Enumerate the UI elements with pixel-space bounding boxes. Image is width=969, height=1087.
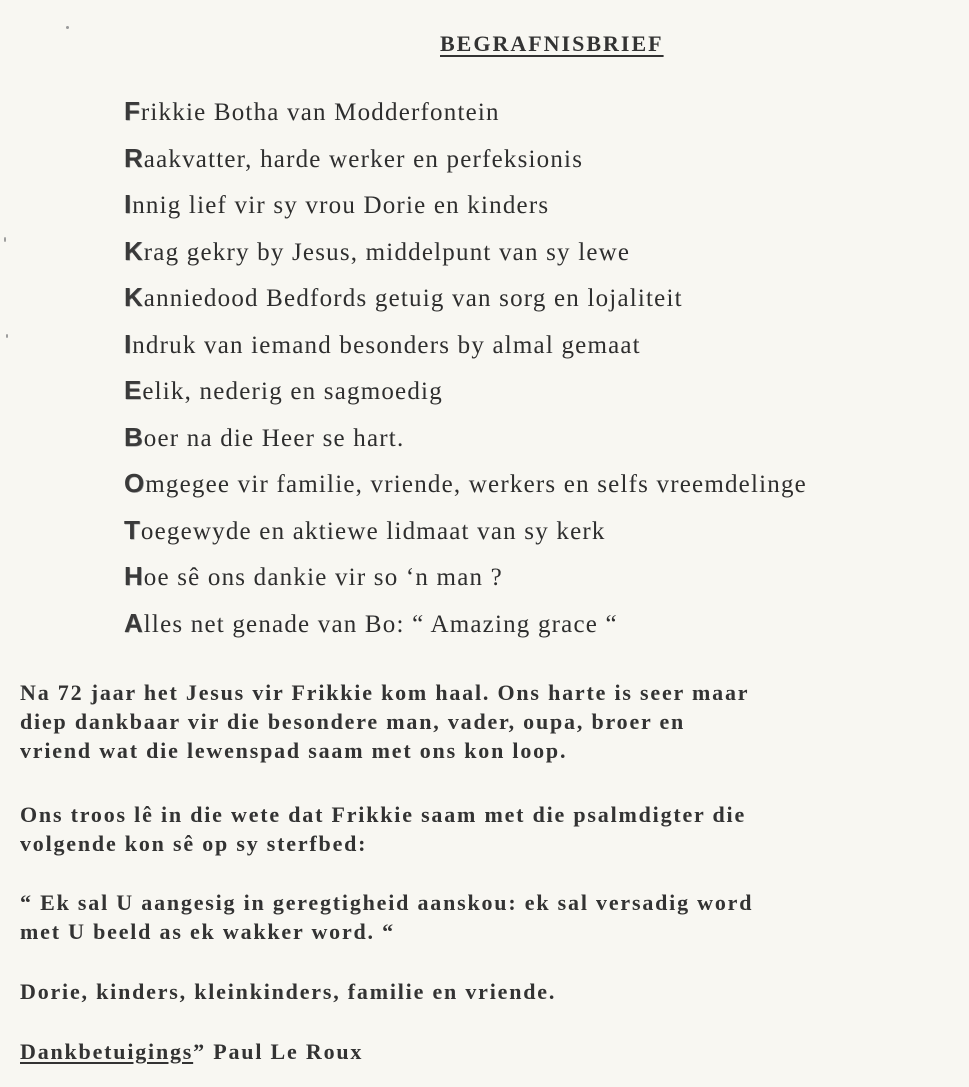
- acrostic-initial: A: [124, 607, 143, 638]
- acrostic-text: aakvatter, harde werker en perfeksionis: [143, 145, 584, 173]
- acrostic-text: lles net genade van Bo: “ Amazing grace “: [143, 610, 618, 638]
- acrostic-text: oe sê ons dankie vir so ‘n man ?: [143, 564, 503, 591]
- letter-title: BEGRAFNISBRIEF: [440, 31, 664, 56]
- acrostic-line: [124, 420, 807, 467]
- acrostic-line: [124, 94, 807, 141]
- acrostic-text: oegewyde en aktiewe lidmaat van sy kerk: [140, 517, 606, 545]
- family-signoff: Dorie, kinders, kleinkinders, familie en vriende.: [20, 979, 557, 1004]
- paragraph-line: Ons troos lê in die wete dat Frikkie saam met die psalmdigter die: [20, 802, 747, 827]
- acrostic-line: [124, 373, 807, 420]
- acrostic-initial: I: [124, 328, 132, 359]
- acrostic-line: [124, 327, 807, 374]
- acrostic-initial: F: [124, 96, 140, 126]
- paragraph-line: Na 72 jaar het Jesus vir Frikkie kom haal. Ons harte is seer maar: [20, 680, 750, 705]
- acrostic-line: [124, 187, 807, 234]
- acrostic-text: ndruk van iemand besonders by almal gemaat: [132, 331, 641, 359]
- paragraph-line: diep dankbaar vir die besondere man, vader, oupa, broer en: [20, 709, 686, 734]
- paragraph-line: volgende kon sê op sy sterfbed:: [20, 831, 368, 856]
- acrostic-initial: B: [124, 421, 143, 452]
- acrostic-line: [124, 141, 807, 188]
- paragraph-line: vriend wat die lewenspad saam met ons kon loop.: [20, 738, 568, 763]
- acrostic-initial: E: [124, 375, 142, 405]
- acrostic-text: oer na die Heer se hart.: [143, 424, 405, 452]
- acrostic-line: [124, 513, 807, 560]
- comfort-paragraph: [20, 800, 965, 858]
- acrostic-text: rag gekry by Jesus, middelpunt van sy lewe: [143, 238, 631, 266]
- acrostic-text: rikkie Botha van Modderfontein: [140, 99, 500, 126]
- acknowledgements-line: [20, 1037, 965, 1066]
- acrostic-initial: R: [124, 142, 143, 173]
- author-credit: ” Paul Le Roux: [193, 1039, 364, 1064]
- acrostic-initial: K: [124, 235, 143, 266]
- acrostic-text: anniedood Bedfords getuig van sorg en lojaliteit: [143, 285, 683, 312]
- acrostic-line: [124, 280, 807, 327]
- psalm-quote: [20, 888, 965, 946]
- paragraph-line: met U beeld as ek wakker word. “: [20, 919, 395, 944]
- acrostic-line: [124, 466, 807, 513]
- acrostic-poem: [124, 94, 807, 652]
- acrostic-text: nnig lief vir sy vrou Dorie en kinders: [132, 192, 550, 219]
- acrostic-initial: I: [124, 189, 132, 219]
- acrostic-text: elik, nederig en sagmoedig: [142, 378, 443, 405]
- acrostic-text: mgegee vir familie, vriende, werkers en selfs vreemdelinge: [145, 471, 807, 498]
- announcement-paragraph: [20, 678, 965, 765]
- acrostic-initial: K: [124, 282, 143, 312]
- acrostic-initial: H: [124, 561, 143, 591]
- acrostic-initial: O: [124, 468, 145, 498]
- acrostic-initial: T: [124, 514, 140, 545]
- scan-speck: [66, 26, 69, 29]
- acrostic-line: [124, 606, 807, 653]
- scan-speck: [6, 334, 8, 338]
- paragraph-line: “ Ek sal U aangesig in geregtigheid aanskou: ek sal versadig word: [20, 890, 754, 915]
- acknowledgements-label: Dankbetuigings: [20, 1039, 194, 1064]
- scan-speck: [4, 237, 6, 242]
- acrostic-line: [124, 559, 807, 606]
- acrostic-line: [124, 234, 807, 281]
